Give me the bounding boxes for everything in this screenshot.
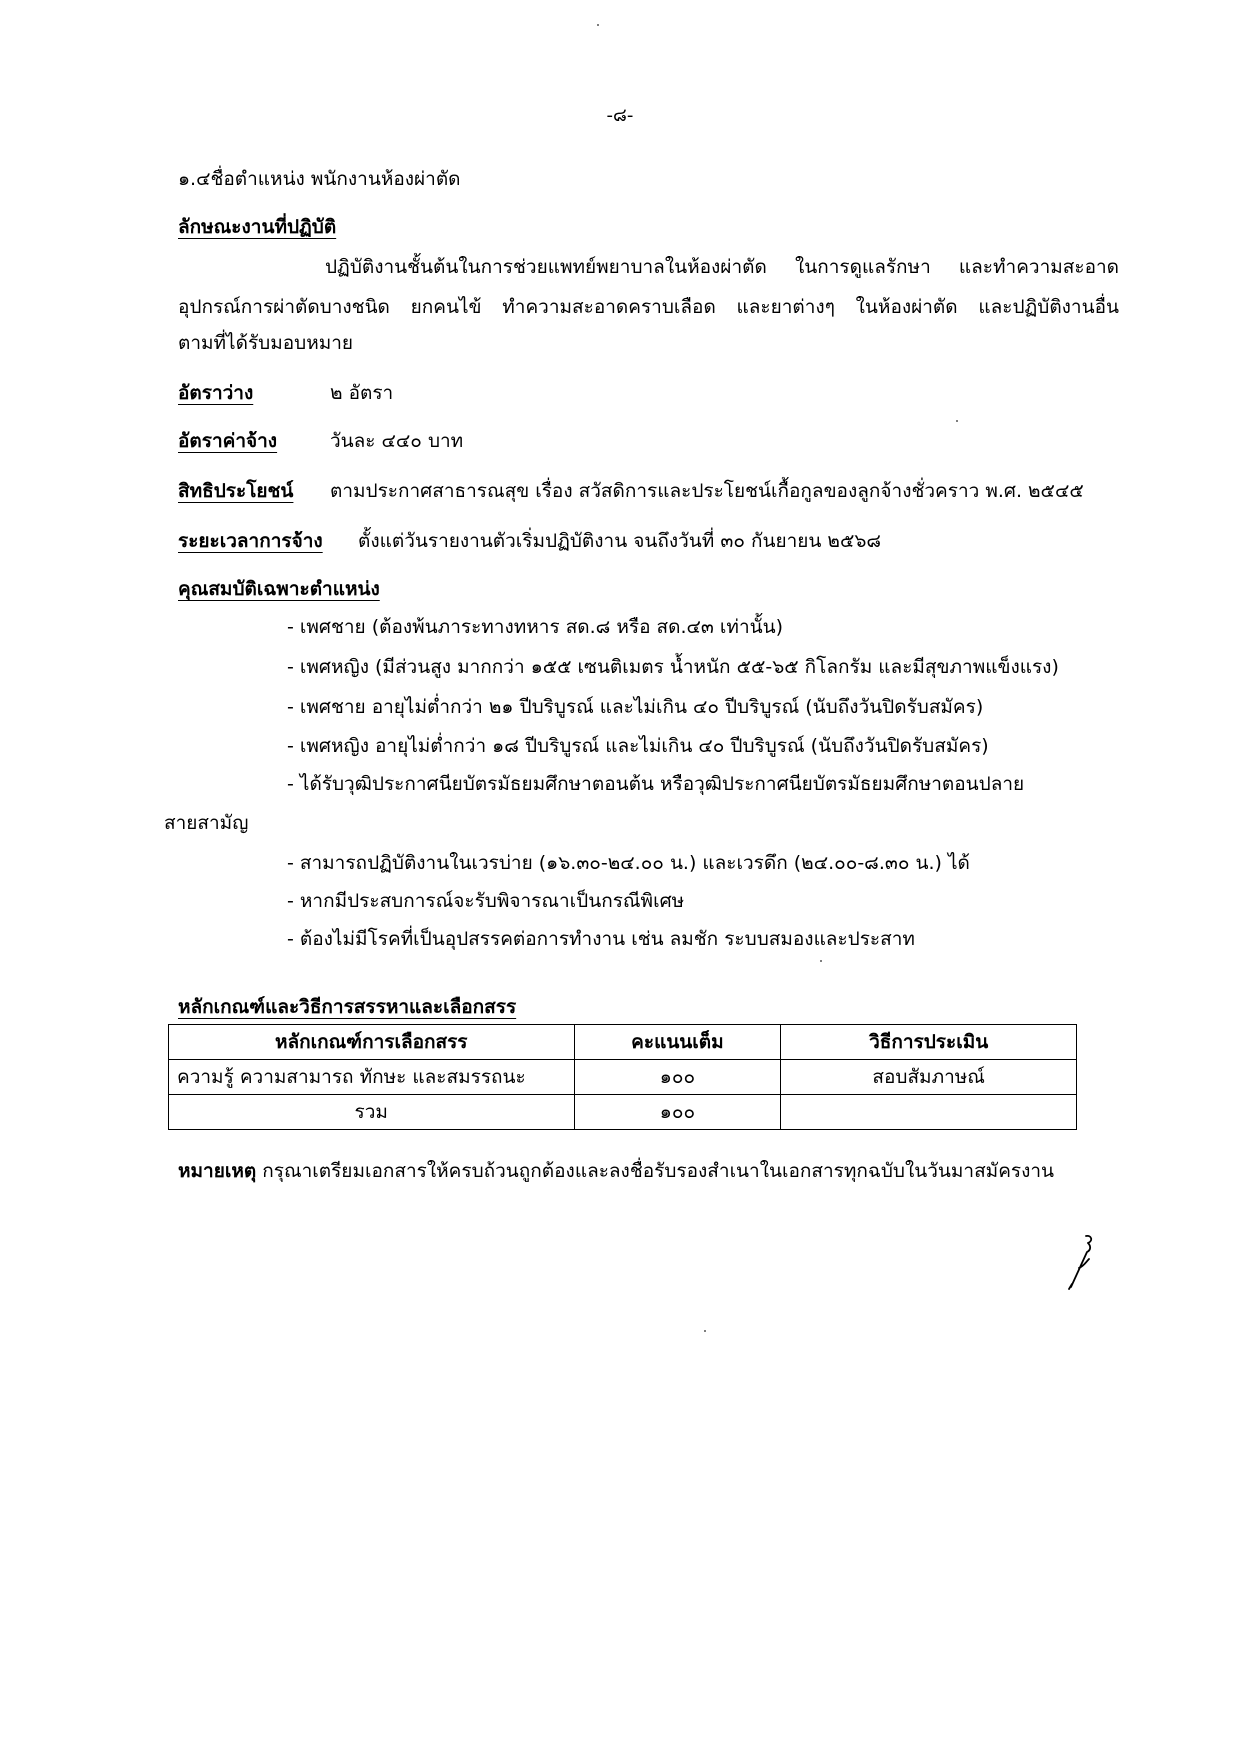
column-header-method: วิธีการประเมิน	[781, 1025, 1077, 1060]
table-cell: สอบสัมภาษณ์	[781, 1060, 1077, 1095]
duties-line-3: ตามที่ได้รับมอบหมาย	[178, 332, 354, 354]
note-label: หมายเหตุ	[178, 1160, 257, 1182]
signature-mark	[1060, 1232, 1110, 1292]
position-heading: ๑.๔ชื่อตำแหน่ง พนักงานห้องผ่าตัด	[178, 168, 461, 190]
scan-speck	[820, 960, 822, 962]
note-text: กรุณาเตรียมเอกสารให้ครบถ้วนถูกต้องและลงชื่อรับรองสำเนาในเอกสารทุกฉบับในวันมาสมัครงาน	[262, 1160, 1055, 1182]
vacancy-value: ๒ อัตรา	[330, 382, 394, 404]
qualification-item: - เพศหญิง อายุไม่ต่ำกว่า ๑๘ ปีบริบูรณ์ และไม่เกิน ๔๐ ปีบริบูรณ์ (นับถึงวันปิดรับสมัคร)	[287, 735, 989, 757]
benefits-value: ตามประกาศสาธารณสุข เรื่อง สวัสดิการและประโยชน์เกื้อกูลของลูกจ้างชั่วคราว พ.ศ. ๒๕๔๕	[330, 480, 1084, 502]
page-number: -๘-	[606, 105, 634, 126]
qualification-item: - เพศชาย (ต้องพ้นภาระทางทหาร สด.๘ หรือ สด.๔๓ เท่านั้น)	[287, 616, 784, 638]
benefits-label: สิทธิประโยชน์	[178, 480, 294, 502]
table-cell: ๑๐๐	[574, 1060, 781, 1095]
qualification-item-continuation: สายสามัญ	[164, 812, 249, 834]
duties-label: ลักษณะงานที่ปฏิบัติ	[178, 216, 337, 238]
wage-value: วันละ ๔๔๐ บาท	[330, 430, 464, 452]
qualification-item: - เพศชาย อายุไม่ต่ำกว่า ๒๑ ปีบริบูรณ์ และไม่เกิน ๔๐ ปีบริบูรณ์ (นับถึงวันปิดรับสมัคร)	[287, 696, 984, 718]
column-header-criteria: หลักเกณฑ์การเลือกสรร	[169, 1025, 575, 1060]
qualification-item: - หากมีประสบการณ์จะรับพิจารณาเป็นกรณีพิเศษ	[287, 890, 685, 912]
table-cell: ๑๐๐	[574, 1095, 781, 1130]
qualification-item: - ได้รับวุฒิประกาศนียบัตรมัธยมศึกษาตอนต้น หรือวุฒิประกาศนียบัตรมัธยมศึกษาตอนปลาย	[287, 773, 1025, 795]
selection-label: หลักเกณฑ์และวิธีการสรรหาและเลือกสรร	[178, 996, 517, 1018]
scan-speck	[704, 1330, 706, 1332]
qualification-item: - สามารถปฏิบัติงานในเวรบ่าย (๑๖.๓๐-๒๔.๐๐ น.) และเวรดึก (๒๔.๐๐-๘.๓๐ น.) ได้	[287, 852, 970, 874]
qualification-item: - เพศหญิง (มีส่วนสูง มากกว่า ๑๕๕ เซนติเมตร น้ำหนัก ๕๕-๖๕ กิโลกรัม และมีสุขภาพแข็งแรง)	[287, 656, 1059, 678]
period-value: ตั้งแต่วันรายงานตัวเริ่มปฏิบัติงาน จนถึงวันที่ ๓๐ กันยายน ๒๕๖๘	[358, 530, 882, 552]
selection-table	[168, 1024, 1077, 1130]
table-header-row	[169, 1025, 1077, 1060]
vacancy-label: อัตราว่าง	[178, 382, 254, 404]
scan-speck	[956, 420, 958, 422]
qualification-item: - ต้องไม่มีโรคที่เป็นอุปสรรคต่อการทำงาน เช่น ลมชัก ระบบสมองและประสาท	[287, 928, 915, 950]
duties-line-2: อุปกรณ์การผ่าตัดบางชนิด ยกคนไข้ ทำความสะอาดคราบเลือด และยาต่างๆ ในห้องผ่าตัด และปฏิบัติงานอื่น	[178, 296, 1119, 318]
wage-label: อัตราค่าจ้าง	[178, 430, 278, 452]
qualifications-label: คุณสมบัติเฉพาะตำแหน่ง	[178, 578, 380, 600]
table-row-total	[169, 1095, 1077, 1130]
table-cell: ความรู้ ความสามารถ ทักษะ และสมรรถนะ	[169, 1060, 575, 1095]
scan-speck	[597, 24, 599, 26]
table-cell	[781, 1095, 1077, 1130]
period-label: ระยะเวลาการจ้าง	[178, 530, 323, 552]
column-header-full-score: คะแนนเต็ม	[574, 1025, 781, 1060]
duties-line-1: ปฏิบัติงานชั้นต้นในการช่วยแพทย์พยาบาลในห้องผ่าตัด ในการดูแลรักษา และทำความสะอาด	[325, 256, 1119, 278]
table-cell: รวม	[169, 1095, 575, 1130]
table-row	[169, 1060, 1077, 1095]
